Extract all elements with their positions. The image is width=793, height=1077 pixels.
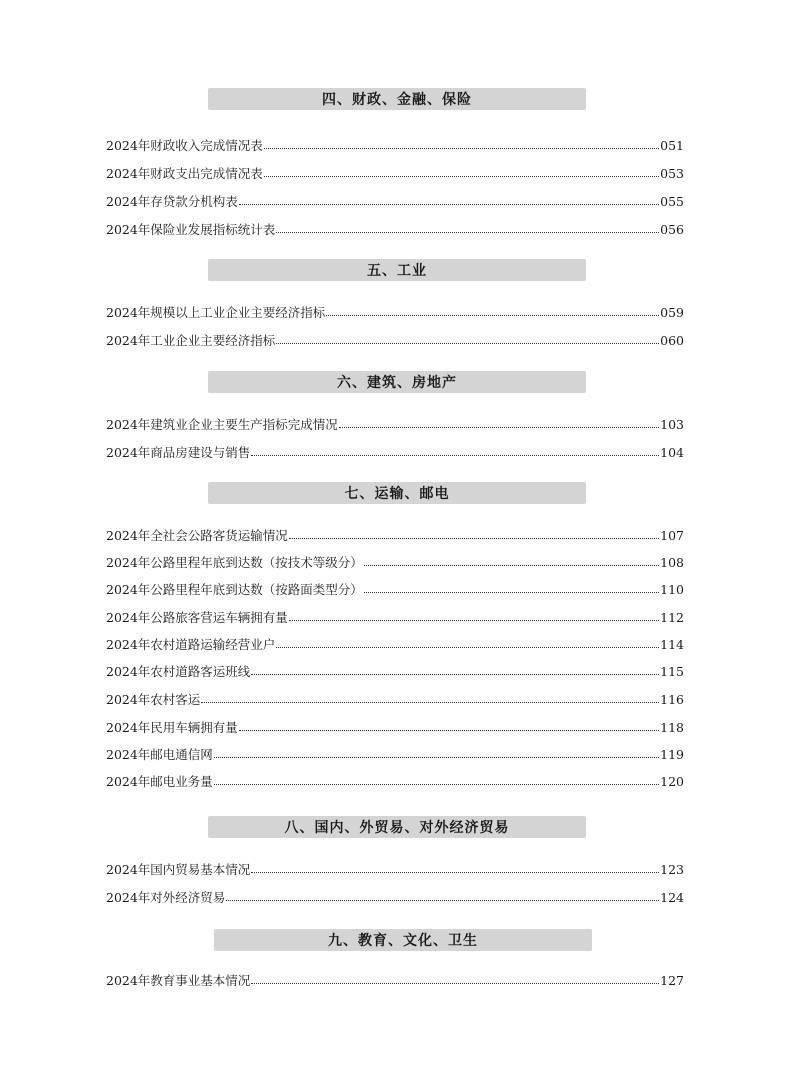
toc-entry-page: 114 [660,637,684,652]
toc-entry-title: 2024年财政支出完成情况表 [106,166,263,181]
section-heading-education: 九、教育、文化、卫生 [214,929,592,951]
dot-leader [364,565,659,566]
dot-leader [201,702,659,703]
dot-leader [264,148,659,149]
toc-entry[interactable] [106,220,684,240]
toc-entry-title: 2024年商品房建设与销售 [106,445,251,460]
toc-entry-title: 2024年农村客运 [106,692,201,707]
toc-entry[interactable] [106,164,684,184]
toc-entry-title: 2024年农村道路运输经营业户 [106,637,276,652]
toc-entry-title: 2024年建筑业企业主要生产指标完成情况 [106,417,338,432]
section-heading-transport: 七、运输、邮电 [208,482,586,504]
toc-entry[interactable] [106,971,684,991]
toc-entry[interactable] [106,860,684,880]
toc-entry-page: 123 [660,862,684,877]
toc-entry-page: 103 [660,417,684,432]
section-heading-finance: 四、财政、金融、保险 [208,88,586,110]
toc-entry-title: 2024年财政收入完成情况表 [106,138,263,153]
dot-leader [251,983,659,984]
dot-leader [214,784,659,785]
toc-entry-title: 2024年全社会公路客货运输情况 [106,528,288,543]
dot-leader [276,232,659,233]
toc-entry[interactable] [106,635,684,655]
dot-leader [251,455,659,456]
dot-leader [214,757,659,758]
toc-entry[interactable] [106,888,684,908]
toc-entry-title: 2024年教育事业基本情况 [106,973,251,988]
toc-entry[interactable] [106,136,684,156]
toc-entry-page: 110 [660,582,684,597]
toc-entry-page: 124 [660,890,684,905]
toc-entry-page: 112 [660,610,684,625]
dot-leader [239,730,659,731]
toc-entry-page: 051 [660,138,684,153]
toc-entry[interactable] [106,303,684,323]
toc-entry-title: 2024年公路旅客营运车辆拥有量 [106,610,288,625]
section-heading-industry: 五、工业 [208,259,586,281]
toc-entry-title: 2024年公路里程年底到达数（按技术等级分） [106,555,363,570]
toc-entry-page: 104 [660,445,684,460]
toc-entry[interactable] [106,772,684,792]
dot-leader [289,538,659,539]
toc-entry-page: 119 [660,747,684,762]
toc-entry[interactable] [106,745,684,765]
dot-leader [339,427,659,428]
toc-entry-title: 2024年民用车辆拥有量 [106,720,238,735]
toc-entry-page: 118 [660,720,684,735]
dot-leader [239,204,659,205]
toc-entry-page: 127 [660,973,684,988]
toc-entry[interactable] [106,580,684,600]
toc-entry[interactable] [106,718,684,738]
dot-leader [276,343,659,344]
toc-entry-page: 059 [660,305,684,320]
dot-leader [264,176,659,177]
toc-entry-title: 2024年规模以上工业企业主要经济指标 [106,305,326,320]
dot-leader [226,900,659,901]
toc-entry-page: 056 [660,222,684,237]
toc-entry[interactable] [106,553,684,573]
toc-entry-page: 060 [660,333,684,348]
toc-entry-page: 055 [660,194,684,209]
toc-entry-title: 2024年国内贸易基本情况 [106,862,251,877]
toc-entry-page: 115 [660,664,684,679]
toc-entry-title: 2024年对外经济贸易 [106,890,226,905]
toc-entry-page: 116 [660,692,684,707]
toc-entry[interactable] [106,690,684,710]
toc-entry[interactable] [106,443,684,463]
section-heading-construction: 六、建筑、房地产 [208,371,586,393]
toc-entry-title: 2024年保险业发展指标统计表 [106,222,276,237]
toc-entry[interactable] [106,608,684,628]
toc-entry-title: 2024年邮电业务量 [106,774,213,789]
toc-entry-page: 053 [660,166,684,181]
dot-leader [326,315,659,316]
dot-leader [364,592,659,593]
toc-entry-title: 2024年邮电通信网 [106,747,213,762]
toc-entry-title: 2024年存贷款分机构表 [106,194,238,209]
toc-entry[interactable] [106,331,684,351]
toc-entry-title: 2024年公路里程年底到达数（按路面类型分） [106,582,363,597]
toc-entry-page: 120 [660,774,684,789]
toc-entry[interactable] [106,415,684,435]
dot-leader [251,872,659,873]
dot-leader [276,647,659,648]
dot-leader [289,620,659,621]
toc-entry[interactable] [106,662,684,682]
section-heading-trade: 八、国内、外贸易、对外经济贸易 [208,816,586,838]
toc-entry[interactable] [106,526,684,546]
toc-entry-page: 107 [660,528,684,543]
toc-entry-title: 2024年农村道路客运班线 [106,664,251,679]
toc-entry-page: 108 [660,555,684,570]
dot-leader [251,674,659,675]
toc-entry-title: 2024年工业企业主要经济指标 [106,333,276,348]
toc-entry[interactable] [106,192,684,212]
